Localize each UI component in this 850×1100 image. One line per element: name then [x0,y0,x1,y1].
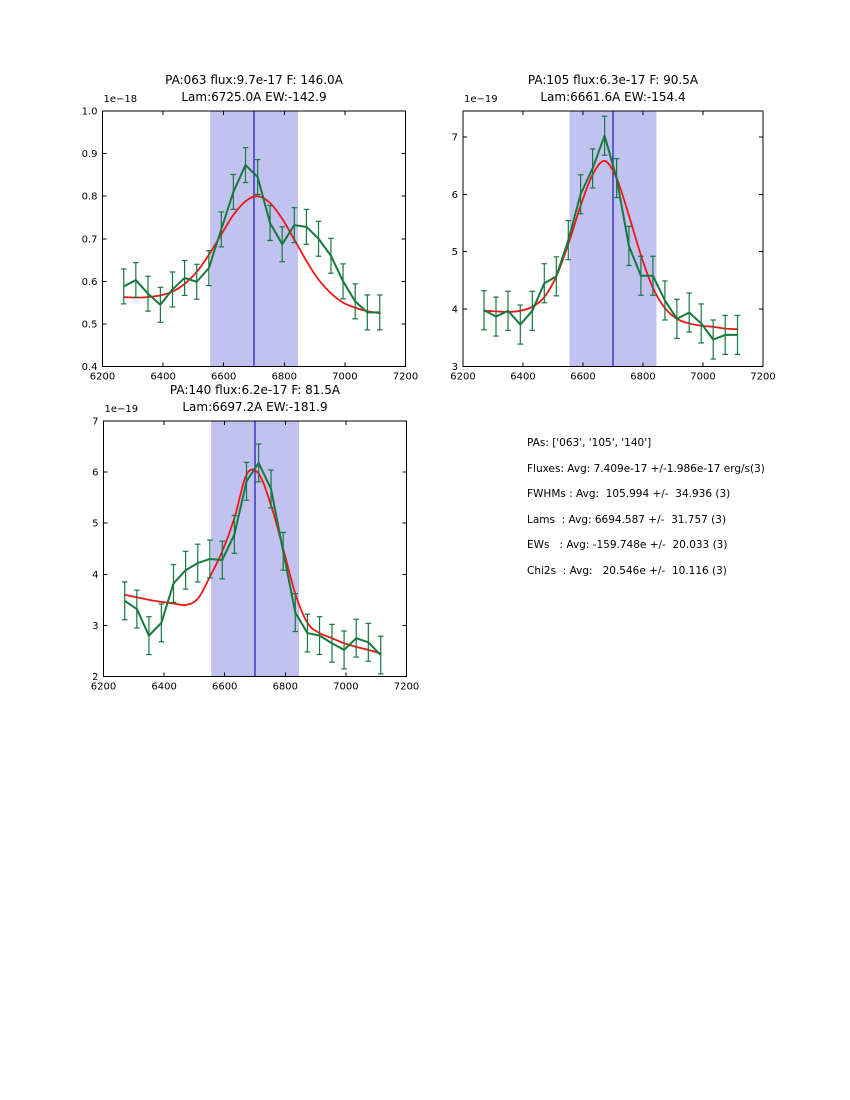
y-tick-label: 6 [451,189,458,201]
x-tick-label: 6600 [211,681,238,693]
y-tick-label: 0.7 [81,234,98,246]
x-tick-label: 6600 [210,371,237,383]
plot-pa105-title-line2: Lam:6661.6A EW:-154.4 [540,90,686,104]
y-tick-label: 0.8 [81,191,98,203]
x-tick-label: 7000 [333,681,359,693]
y-tick-label: 1.0 [81,106,98,118]
plot-pa140-title [104,382,407,416]
plot-pa063-title-line1: PA:063 flux:9.7e-17 F: 146.0A [165,73,343,87]
stats-line-fwhms: FWHMs : Avg: 105.994 +/- 34.936 (3) [527,488,731,500]
x-tick-label: 6800 [271,371,298,383]
y-tick-label: 0.5 [81,319,98,331]
y-tick-label: 2 [92,672,99,683]
x-tick-label: 6400 [150,371,176,383]
stats-line-lams: Lams : Avg: 6694.587 +/- 31.757 (3) [527,513,727,526]
plot-pa063 [82,107,419,383]
x-tick-label: 6400 [151,681,177,693]
y-tick-label: 6 [92,467,99,479]
y-tick-label: 4 [451,304,458,316]
x-tick-label: 7200 [392,371,419,383]
y-tick-label: 5 [451,247,458,259]
stats-panel [527,436,765,589]
plot-pa063-title [103,72,406,106]
y-tick-label: 0.6 [81,276,98,288]
plot-pa105-axis-offset-label: 1e−19 [464,94,498,105]
plot-pa105-title-line1: PA:105 flux:6.3e-17 F: 90.5A [527,73,699,87]
y-tick-label: 4 [92,569,99,581]
y-tick-label: 7 [92,416,99,428]
plot-pa140-axis-offset-label: 1e−19 [104,404,139,415]
y-tick-label: 3 [92,620,99,632]
y-tick-label: 5 [92,518,99,530]
plot-pa140-title-line1: PA:140 flux:6.2e-17 F: 81.5A [169,383,341,397]
y-tick-label: 0.9 [81,149,98,161]
plot-pa140-title-line2: Lam:6697.2A EW:-181.9 [182,400,328,414]
plot-pa140 [91,417,419,693]
x-tick-label: 7200 [750,371,776,383]
x-tick-label: 6600 [570,371,596,383]
y-tick-label: 7 [451,132,458,144]
x-tick-label: 6200 [89,371,116,383]
stats-line-ews: EWs : Avg: -159.748e +/- 20.033 (3) [527,539,728,551]
plot-pa063-axis-offset-label: 1e−18 [103,94,138,105]
stats-line-fluxes: Fluxes: Avg: 7.409e-17 +/-1.986e-17 erg/s(3) [527,462,765,475]
x-tick-label: 7000 [332,371,358,383]
x-tick-label: 7200 [393,681,420,693]
plot-pa063-title-line2: Lam:6725.0A EW:-142.9 [181,90,327,104]
stats-line-chi2s: Chi2s : Avg: 20.546e +/- 10.116 (3) [527,564,727,577]
x-tick-label: 6800 [272,681,299,693]
y-tick-label: 3 [451,362,458,373]
x-tick-label: 7000 [690,371,716,383]
x-tick-label: 6400 [510,371,536,383]
x-tick-label: 6200 [90,681,117,693]
x-tick-label: 6800 [630,371,656,383]
stats-line-pas: PAs: ['063', '105', '140'] [527,437,652,449]
x-tick-label: 6200 [450,371,476,383]
plot-pa105 [450,111,775,383]
plot-pa105-title [463,72,763,106]
y-tick-label: 0.4 [81,362,98,373]
